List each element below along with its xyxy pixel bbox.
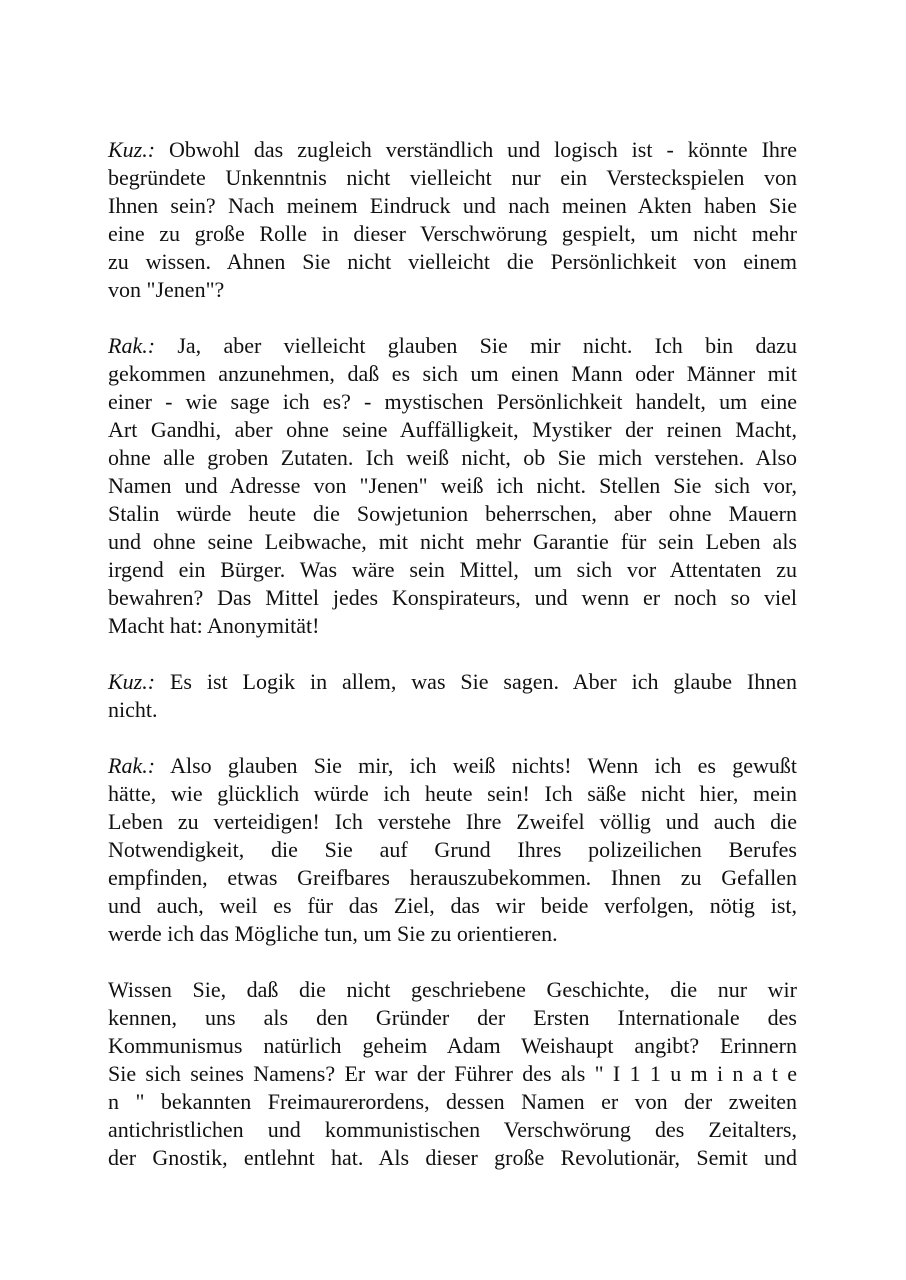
text-line [108, 780, 797, 808]
text-line [108, 1060, 797, 1088]
line-text: n " bekannten Freimaurerordens, dessen Namen er von der zweiten [108, 1089, 797, 1114]
text-line [108, 612, 797, 640]
line-text: Art Gandhi, aber ohne seine Auffälligkeit, Mystiker der reinen Macht, [108, 417, 797, 442]
line-text: gekommen anzunehmen, daß es sich um einen Mann oder Männer mit [108, 361, 797, 386]
paragraph [108, 752, 797, 948]
text-line [108, 136, 797, 164]
text-line [108, 920, 797, 948]
text-line [108, 1116, 797, 1144]
text-line [108, 528, 797, 556]
text-line [108, 220, 797, 248]
text-line [108, 444, 797, 472]
text-line [108, 472, 797, 500]
text-line [108, 864, 797, 892]
line-text: Sie sich seines Namens? Er war der Führer des als " I 1 1 u m i n a t e [108, 1061, 797, 1086]
line-text: nicht. [108, 697, 158, 722]
line-text: Namen und Adresse von "Jenen" weiß ich nicht. Stellen Sie sich vor, [108, 473, 797, 498]
paragraph [108, 136, 797, 304]
line-text: irgend ein Bürger. Was wäre sein Mittel, um sich vor Attentaten zu [108, 557, 797, 582]
document-page [108, 136, 797, 1200]
text-line [108, 1088, 797, 1116]
speaker-label: Kuz.: [108, 137, 156, 162]
line-text: kennen, uns als den Gründer der Ersten Internationale des [108, 1005, 797, 1030]
text-line [108, 416, 797, 444]
text-line [108, 164, 797, 192]
paragraph [108, 332, 797, 640]
paragraph [108, 668, 797, 724]
line-text: antichristlichen und kommunistischen Verschwörung des Zeitalters, [108, 1117, 797, 1142]
text-line [108, 248, 797, 276]
speaker-label: Kuz.: [108, 669, 156, 694]
text-line [108, 1004, 797, 1032]
text-line [108, 1032, 797, 1060]
text-line [108, 892, 797, 920]
text-line [108, 388, 797, 416]
line-text: Kommunismus natürlich geheim Adam Weishaupt angibt? Erinnern [108, 1033, 797, 1058]
line-text: Macht hat: Anonymität! [108, 613, 320, 638]
speaker-label: Rak.: [108, 753, 156, 778]
line-text: der Gnostik, entlehnt hat. Als dieser große Revolutionär, Semit und [108, 1145, 797, 1170]
line-text: Notwendigkeit, die Sie auf Grund Ihres polizeilichen Berufes [108, 837, 797, 862]
line-text: Stalin würde heute die Sowjetunion beherrschen, aber ohne Mauern [108, 501, 797, 526]
line-text: empfinden, etwas Greifbares herauszubekommen. Ihnen zu Gefallen [108, 865, 797, 890]
text-line [108, 976, 797, 1004]
text-line [108, 500, 797, 528]
line-text: Ihnen sein? Nach meinem Eindruck und nach meinen Akten haben Sie [108, 193, 797, 218]
text-line [108, 556, 797, 584]
text-line [108, 836, 797, 864]
line-text: bewahren? Das Mittel jedes Konspirateurs, und wenn er noch so viel [108, 585, 797, 610]
line-text: werde ich das Mögliche tun, um Sie zu orientieren. [108, 921, 558, 946]
text-line [108, 808, 797, 836]
text-line [108, 1144, 797, 1172]
line-text: und ohne seine Leibwache, mit nicht mehr Garantie für sein Leben als [108, 529, 797, 554]
line-text: hätte, wie glücklich würde ich heute sein! Ich säße nicht hier, mein [108, 781, 797, 806]
line-text: einer - wie sage ich es? - mystischen Persönlichkeit handelt, um eine [108, 389, 797, 414]
line-text: zu wissen. Ahnen Sie nicht vielleicht die Persönlichkeit von einem [108, 249, 797, 274]
text-line [108, 192, 797, 220]
text-line [108, 276, 797, 304]
line-text: und auch, weil es für das Ziel, das wir beide verfolgen, nötig ist, [108, 893, 797, 918]
line-text: Obwohl das zugleich verständlich und logisch ist - könnte Ihre [169, 137, 798, 162]
text-line [108, 332, 797, 360]
text-line [108, 584, 797, 612]
speaker-label: Rak.: [108, 333, 156, 358]
text-line [108, 696, 797, 724]
line-text: eine zu große Rolle in dieser Verschwörung gespielt, um nicht mehr [108, 221, 797, 246]
line-text: Leben zu verteidigen! Ich verstehe Ihre Zweifel völlig und auch die [108, 809, 797, 834]
paragraph [108, 976, 797, 1172]
line-text: Also glauben Sie mir, ich weiß nichts! Wenn ich es gewußt [170, 753, 797, 778]
line-text: begründete Unkenntnis nicht vielleicht nur ein Versteckspielen von [108, 165, 797, 190]
text-line [108, 668, 797, 696]
line-text: ohne alle groben Zutaten. Ich weiß nicht, ob Sie mich verstehen. Also [108, 445, 797, 470]
line-text: Wissen Sie, daß die nicht geschriebene Geschichte, die nur wir [108, 977, 797, 1002]
line-text: von "Jenen"? [108, 277, 225, 302]
line-text: Ja, aber vielleicht glauben Sie mir nicht. Ich bin dazu [177, 333, 797, 358]
text-line [108, 752, 797, 780]
text-line [108, 360, 797, 388]
line-text: Es ist Logik in allem, was Sie sagen. Aber ich glaube Ihnen [169, 669, 798, 694]
